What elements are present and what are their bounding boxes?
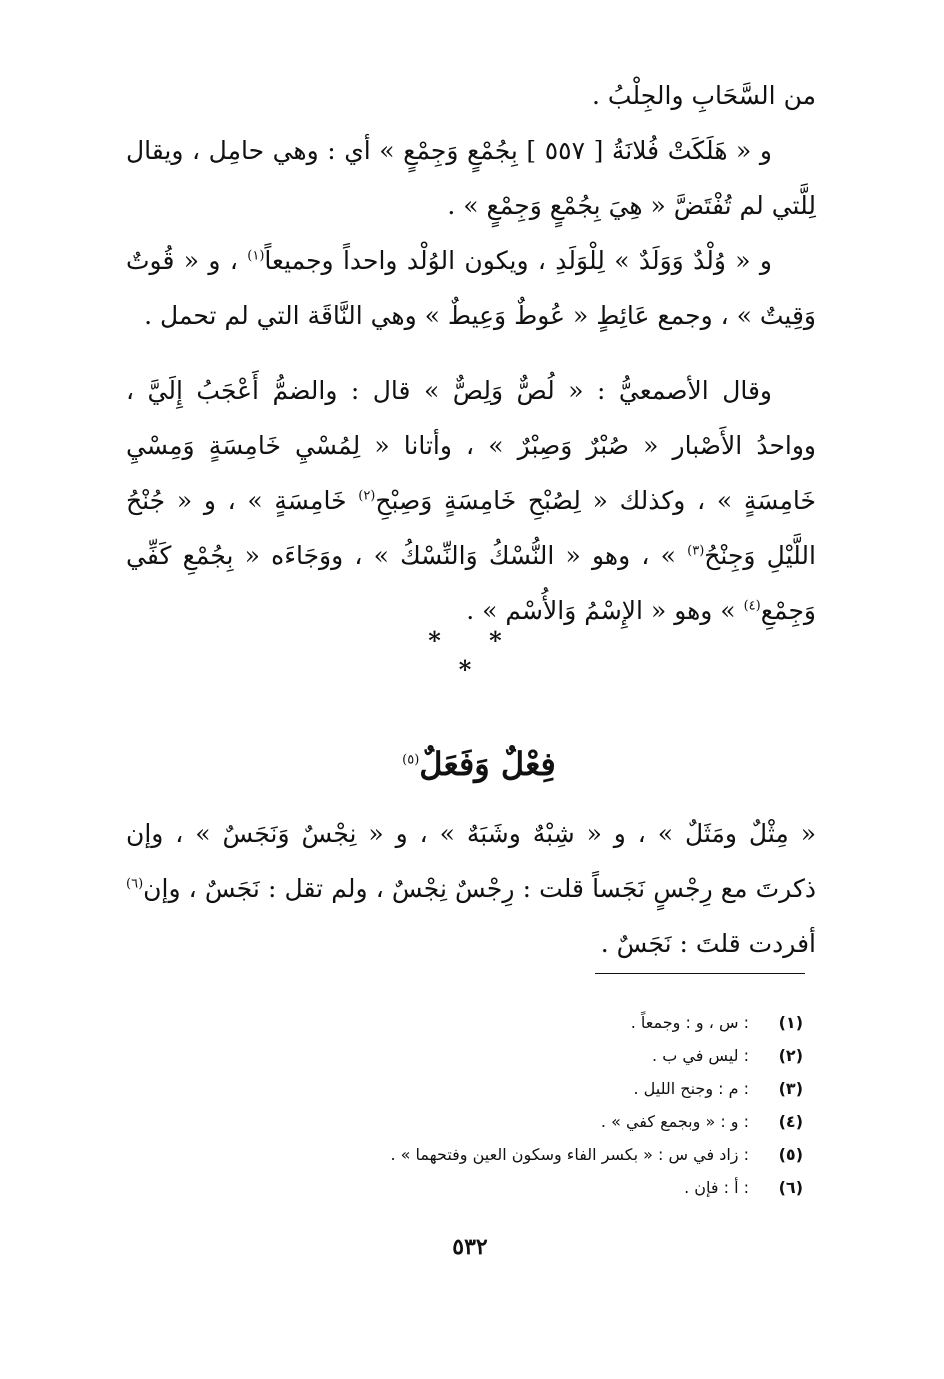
- paragraph-halakat: [126, 123, 816, 233]
- paragraph-continuation: [126, 68, 816, 123]
- footnote-text: : أ : فإن .: [684, 1178, 749, 1197]
- footnote-number: (١): [778, 1013, 803, 1032]
- section-title-text: فِعْلٌ وَفَعَلٌ: [419, 745, 556, 783]
- main-text-upper: [126, 68, 816, 638]
- footnote-text: : ليس في ب .: [652, 1046, 749, 1065]
- footnote-ref: (١): [247, 248, 265, 264]
- paragraph-text: « مِثْلٌ ومَثَلٌ » ، و « شِبْهٌ وشَبَهٌ » ، و « نِجْسٌ وَنَجَسٌ » ، وإن ذكرتَ مع رِجْسٍ نَجَساً قلت : رِجْسٌ نِجْسٌ ، ولم تقل : نَجَسٌ ، وإن: [126, 819, 816, 903]
- footnote-text: : م : وجنح الليل .: [633, 1079, 749, 1098]
- footnote-number: (٢): [778, 1046, 803, 1065]
- footnote-text: : زاد في س : « بكسر الفاء وسكون العين وفتحهما » .: [390, 1145, 749, 1164]
- paragraph-text: » وهو « الإِسْمُ وَالأُسْم » .: [466, 596, 736, 625]
- paragraph-text: » ، وهو « النُّسْكُ وَالنِّسْكُ » ، ووَجَاءَه « بِجُمْعِ كَفِّي وَجِمْعِ: [126, 541, 816, 625]
- footnote-ref: (٥): [402, 752, 420, 768]
- footnote-ref: (٤): [743, 598, 761, 614]
- footnote-item: [203, 1006, 803, 1039]
- paragraph-wuld: [126, 233, 816, 343]
- footnotes: [203, 1006, 803, 1204]
- paragraph-text: وقال الأصمعيُّ : « لُصٌّ وَلِصٌّ » قال : والضمُّ أَعْجَبُ إِلَيَّ ، وواحدُ الأَصْبار « صُبْرٌ وَصِبْرٌ » ، وأتانا « لِمُسْيِ خَامِسَةٍ وَمِسْيِ خَامِسَةٍ » ، وكذلك « لِصُبْحِ خَامِسَةٍ وَصِبْحِ: [126, 376, 816, 515]
- footnote-ref: (٣): [687, 543, 705, 559]
- paragraph-text: خَامِسَةٍ » ، و « جُنْحُ اللَّيْلِ وَجِنْحُ: [126, 486, 816, 570]
- paragraph-text: و « وُلْدٌ وَوَلَدٌ » لِلْوَلَدِ ، ويكون الوُلْد واحداً وجميعاً: [264, 246, 772, 275]
- paragraph-text: من السَّحَابِ والجِلْبُ .: [592, 81, 816, 110]
- footnote-item: [203, 1039, 803, 1072]
- footnote-item: [203, 1105, 803, 1138]
- footnote-item: [203, 1072, 803, 1105]
- main-text-lower: [126, 806, 816, 971]
- section-separator: * * *: [428, 626, 522, 684]
- footnote-text: : و : « وبجمع كفي » .: [600, 1112, 749, 1131]
- paragraph-text: و « هَلَكَتْ فُلانَةُ [ ٥٥٧ ] بِجُمْعٍ وَجِمْعٍ » أي : وهي حامِل ، ويقال لِلَّتي لم تُفْتَضَّ « هِيَ بِجُمْعٍ وَجِمْعٍ » .: [126, 136, 816, 220]
- paragraph-mithl: [126, 806, 816, 971]
- paragraph-text: ، و « قُوتٌ وَقِيتٌ » ، وجمع عَائِطٍ « عُوطٌ وَعِيطٌ » وهي النَّاقَة التي لم تحمل .: [126, 246, 816, 330]
- footnote-number: (٤): [778, 1112, 803, 1131]
- footnote-number: (٥): [778, 1145, 803, 1164]
- footnote-number: (٣): [778, 1079, 803, 1098]
- footnote-number: (٦): [778, 1178, 803, 1197]
- footnote-item: [203, 1171, 803, 1204]
- footnote-text: : س ، و : وجمعاً .: [630, 1013, 749, 1032]
- paragraph-text: أفردت قلتَ : نَجَسٌ .: [600, 929, 816, 958]
- footnote-ref: (٢): [358, 488, 376, 504]
- section-title: [134, 734, 824, 794]
- footnote-item: [203, 1138, 803, 1171]
- page-number: ٥٣٢: [452, 1234, 488, 1260]
- footnote-divider: [595, 973, 805, 974]
- paragraph-asmai: [126, 363, 816, 638]
- footnote-ref: (٦): [126, 876, 144, 892]
